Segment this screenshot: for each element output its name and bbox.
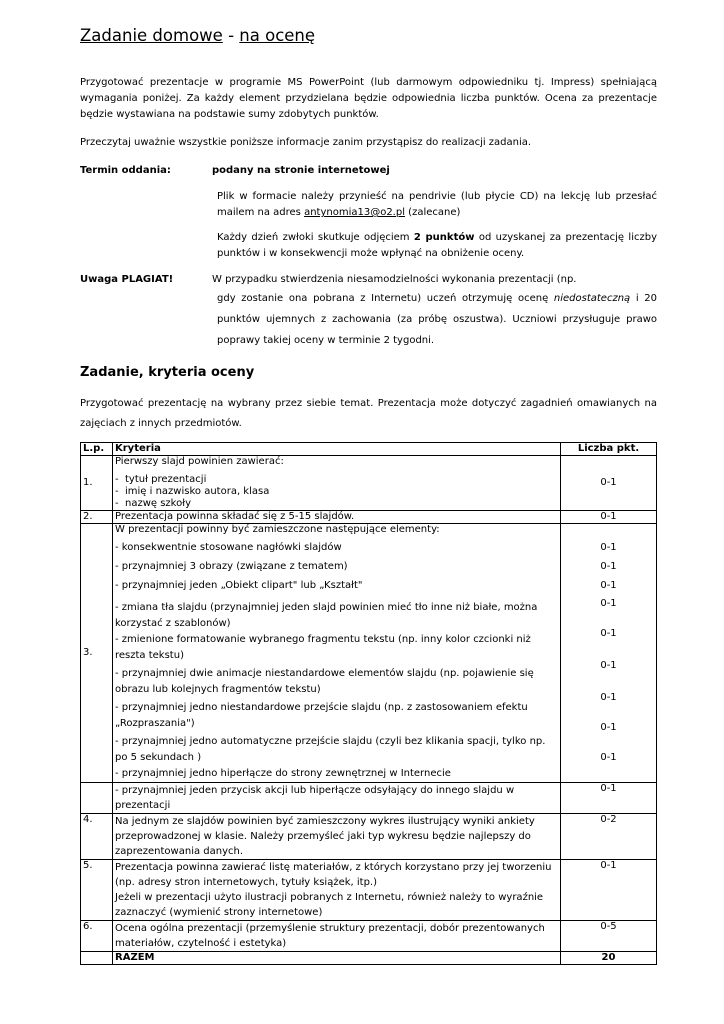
list-item: - przynajmniej dwie animacje niestandardowe elementów slajdu (np. pojawienie się obrazu lub kolejnych fragmentów tekstu) [115,668,534,695]
section-heading: Zadanie, kryteria oceny [80,365,255,380]
row3-lp: 3. [81,524,113,783]
row1-points: 0-1 [561,456,657,511]
list-item: - tytuł prezentacji [115,474,207,485]
header-points: Liczba pkt. [561,443,657,456]
plagiat-row [80,272,657,288]
intro-paragraph: Przygotować prezentacje w programie MS PowerPoint (lub darmowym odpowiedniku tj. Impress) spełniającą wymagania poniżej. Za każdy element przydzielana będzie odpowiednia liczba punktów. Ocena za prezentacje będzie wystawiana na podstawie sumy zdobytych punktów. [80,77,657,120]
row3b-lp [81,783,113,814]
document-page [80,26,657,965]
row5-criteria: Prezentacja powinna zawierać listę materiałów, z których korzystano przy jej tworzeniu (np. adresy stron internetowych, tytuły książek, itp.) Jeżeli w prezentacji użyto ilustracji pobranych z Internetu, również należy to wyraźnie zaznaczyć (wymienić strony internetowe) [113,860,561,921]
list-item: - zmiana tła slajdu (przynajmniej jeden slajd powinien mieć tło inne niż białe, można korzystać z szablonów) [115,602,538,629]
plagiat-paragraph: gdy zostanie ona pobrana z Internetu) uczeń otrzymuję ocenę niedostateczną i 20 punktów ujemnych z zachowania (za próbę oszustwa). Uczniowi przysługuje prawo poprawy takiej oceny w terminie 2 tygodni. [217,293,657,346]
table-row [81,524,657,783]
row4-criteria: Na jednym ze slajdów powinien być zamieszczony wykres ilustrujący wyniki ankiety przeprowadzonej w klasie. Należy przemyśleć jaki typ wykresu będzie najlepszy do zaprezentowania danych. [113,814,561,860]
deadline-label: Termin oddania: [80,165,171,176]
row4-points: 0-2 [561,814,657,860]
header-lp: L.p. [81,443,113,456]
list-item: - imię i nazwisko autora, klasa [115,486,270,497]
table-row [81,921,657,952]
section-intro: Przygotować prezentację na wybrany przez siebie temat. Prezentacja może dotyczyć zagadnień omawianych na zajęciach z innych przedmiotów. [80,398,657,429]
list-item: - przynajmniej jedno hiperłącze do strony zewnętrznej w Internecie [115,768,451,779]
row3-intro: W prezentacji powinny być zamieszczone następujące elementy: [115,524,440,535]
row2-points: 0-1 [561,511,657,524]
row5-lp: 5. [81,860,113,921]
page-title [80,26,657,45]
list-item: - konsekwentnie stosowane nagłówki slajdów [115,542,342,553]
row1-lp: 1. [81,456,113,511]
title-sep: - [222,26,240,45]
penalty-paragraph: Każdy dzień zwłoki skutkuje odjęciem 2 punktów od uzyskanej za prezentację liczby punktów i w konsekwencji może wpłynąć na obniżenie oceny. [217,232,658,259]
row2-lp: 2. [81,511,113,524]
total-row [81,952,657,965]
row3-criteria [113,524,561,783]
list-item: - nazwę szkoły [115,498,191,509]
plagiat-label: Uwaga PLAGIAT! [80,274,174,285]
row3-points: 0-1 0-1 0-1 0-1 0-1 0-1 0-1 0-1 0-1 [561,524,657,783]
list-item: - przynajmniej jedno automatyczne przejście slajdu (czyli bez klikania spacji, tylko np. po 5 sekundach ) [115,736,546,763]
list-item: - przynajmniej jeden „Obiekt clipart" lub „Kształt" [115,580,363,591]
total-label: RAZEM [113,952,561,965]
table-row [81,456,657,511]
row5-points: 0-1 [561,860,657,921]
list-item: - przynajmniej 3 obrazy (związane z tematem) [115,561,348,572]
title-part2: na ocenę [239,26,316,45]
table-row [81,783,657,814]
row4-lp: 4. [81,814,113,860]
row3b-points: 0-1 [561,783,657,814]
row1-criteria [113,456,561,511]
penalty-points: 2 punktów [413,232,475,243]
submission-paragraph: Plik w formacie należy przynieść na pendrivie (lub płycie CD) na lekcję lub przesłać mailem na adres antynomia13@o2.pl (zalecane) [217,191,657,218]
list-item: - zmienione formatowanie wybranego fragmentu tekstu (np. inny kolor czcionki niż reszta tekstu) [115,634,531,661]
list-item: - przynajmniej jedno niestandardowe przejście slajdu (np. z zastosowaniem efektu „Rozpraszania") [115,702,528,729]
email-link[interactable]: antynomia13@o2.pl [304,207,405,218]
table-row [81,814,657,860]
read-note: Przeczytaj uważnie wszystkie poniższe informacje zanim przystąpisz do realizacji zadania. [80,137,532,148]
row6-criteria: Ocena ogólna prezentacji (przemyślenie struktury prezentacji, dobór prezentowanych materiałów, czytelność i estetyka) [113,921,561,952]
title-part1: Zadanie domowe [80,26,223,45]
grade-fail: niedostateczną [553,293,631,304]
total-points: 20 [561,952,657,965]
header-criteria: Kryteria [113,443,561,456]
row1-intro: Pierwszy slajd powinien zawierać: [115,456,284,467]
plagiat-line1: W przypadku stwierdzenia niesamodzielności wykonania prezentacji (np. [212,274,577,285]
criteria-table [80,442,657,965]
deadline-row [80,163,657,179]
row6-points: 0-5 [561,921,657,952]
row2-criteria: Prezentacja powinna składać się z 5-15 slajdów. [113,511,561,524]
row3b-criteria: - przynajmniej jeden przycisk akcji lub hiperłącze odsyłający do innego slajdu w prezentacji [113,783,561,814]
row6-lp: 6. [81,921,113,952]
table-row [81,860,657,921]
table-header-row [81,443,657,456]
table-row [81,511,657,524]
deadline-value: podany na stronie internetowej [212,165,390,176]
